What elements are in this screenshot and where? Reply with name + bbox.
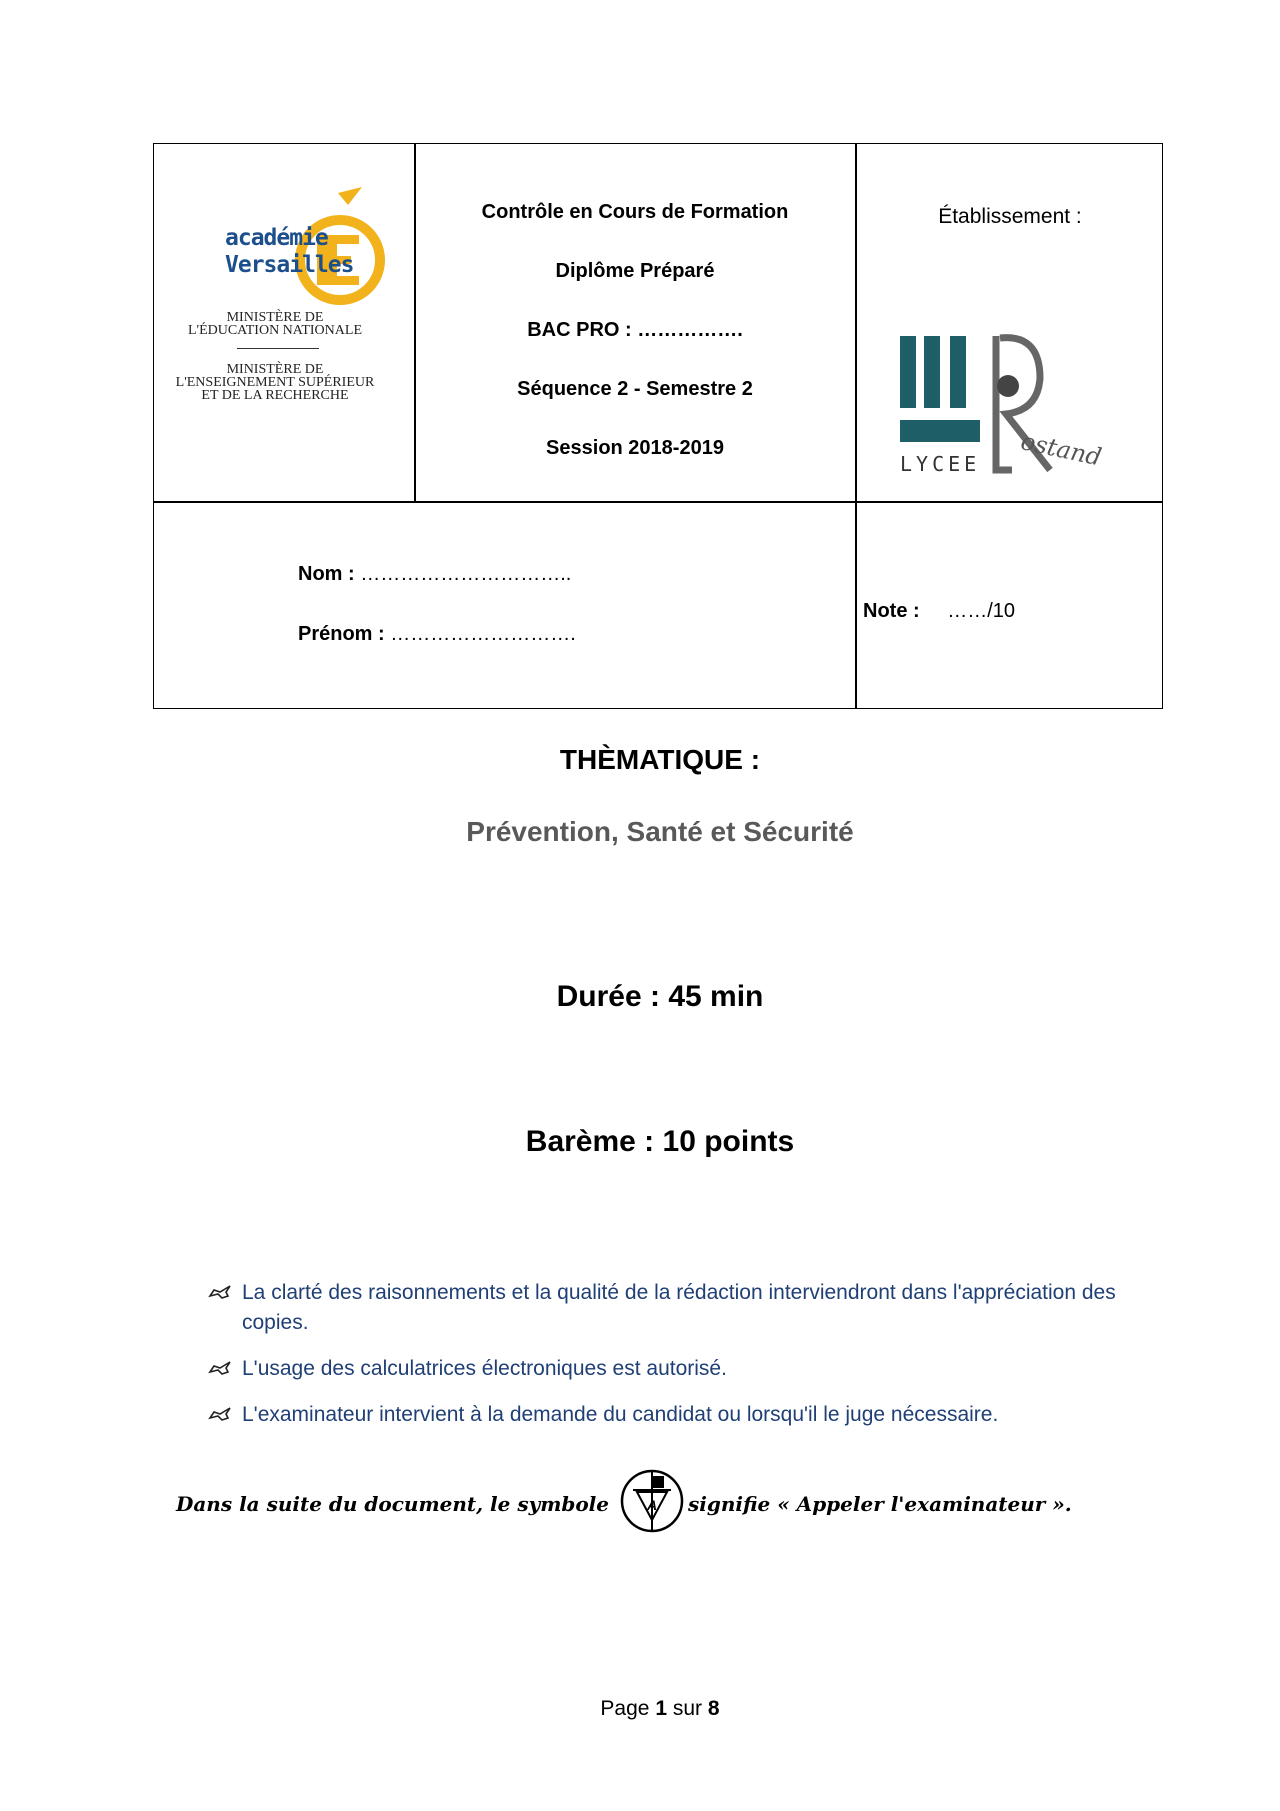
page-footer bbox=[0, 1697, 1280, 1721]
ministry-higher-line2: L'ENSEIGNEMENT SUPÉRIEUR bbox=[175, 375, 375, 390]
ministry-higher-line1: MINISTÈRE DE bbox=[226, 362, 324, 377]
writing-hand-icon bbox=[208, 1280, 232, 1304]
footer-total-pages: 8 bbox=[707, 1697, 720, 1720]
nom-field[interactable]: ………………………….. bbox=[360, 563, 572, 585]
academie-name-line2: Versailles bbox=[225, 252, 354, 278]
ministry-higher-education bbox=[165, 363, 385, 402]
footer-sur: sur bbox=[672, 1697, 703, 1720]
academie-versailles-logo bbox=[165, 185, 400, 415]
instruction-item bbox=[208, 1400, 1138, 1430]
grade-box bbox=[863, 600, 1015, 623]
note-label: Note : bbox=[863, 600, 920, 622]
instruction-text: L'usage des calculatrices électroniques est autorisé. bbox=[242, 1357, 727, 1380]
lycee-word: LYCEE bbox=[900, 452, 981, 476]
academie-name bbox=[225, 225, 353, 279]
diploma-label: Diplôme Préparé bbox=[555, 260, 715, 282]
scoring: Barème : 10 points bbox=[525, 1125, 795, 1158]
theme-title: THÈMATIQUE : bbox=[559, 744, 761, 775]
footer-current-page: 1 bbox=[655, 1697, 667, 1720]
nom-row[interactable] bbox=[298, 563, 576, 623]
exam-type: Contrôle en Cours de Formation bbox=[481, 201, 789, 223]
examiner-symbol-note bbox=[176, 1468, 1176, 1538]
academie-name-line1: académie bbox=[225, 225, 328, 251]
student-identity bbox=[298, 563, 576, 683]
session-year: Session 2018-2019 bbox=[546, 437, 724, 459]
writing-hand-icon bbox=[208, 1402, 232, 1426]
instruction-item bbox=[208, 1278, 1138, 1338]
lycee-rostand-logo bbox=[900, 330, 1135, 480]
symbol-letter: A bbox=[646, 1497, 658, 1513]
prenom-row[interactable] bbox=[298, 623, 576, 683]
ministry-separator bbox=[237, 348, 319, 349]
exam-info bbox=[415, 200, 855, 495]
writing-hand-icon bbox=[208, 1356, 232, 1380]
prenom-label: Prénom : bbox=[298, 623, 385, 645]
prenom-field[interactable]: ………………………. bbox=[390, 623, 576, 645]
rostand-script: ostand bbox=[1018, 427, 1104, 472]
sequence-semester: Séquence 2 - Semestre 2 bbox=[517, 378, 753, 400]
nom-label: Nom : bbox=[298, 563, 355, 585]
instruction-item bbox=[208, 1354, 1138, 1384]
note-value[interactable]: ……/10 bbox=[947, 600, 1016, 622]
instructions-list bbox=[208, 1278, 1138, 1446]
etablissement-label: Établissement : bbox=[938, 205, 1082, 228]
ministry-education-line1: MINISTÈRE DE bbox=[226, 310, 324, 325]
call-examiner-icon bbox=[619, 1468, 685, 1534]
instruction-text: La clarté des raisonnements et la qualité de la rédaction interviendront dans l'appréciation des copies. bbox=[242, 1281, 1116, 1334]
table-divider bbox=[153, 501, 1163, 503]
footer-page-word: Page bbox=[600, 1697, 650, 1720]
duration: Durée : 45 min bbox=[556, 980, 764, 1013]
symbol-note-before: Dans la suite du document, le symbole bbox=[176, 1492, 610, 1516]
symbol-note-after: signifie « Appeler l'examinateur ». bbox=[688, 1492, 1072, 1516]
bac-pro-field: BAC PRO : ……………. bbox=[527, 319, 743, 341]
ministry-education-line2: L'ÉDUCATION NATIONALE bbox=[188, 323, 362, 338]
table-divider bbox=[855, 143, 857, 709]
theme-subtitle: Prévention, Santé et Sécurité bbox=[466, 816, 854, 847]
ministry-higher-line3: ET DE LA RECHERCHE bbox=[201, 388, 349, 403]
lycee-logo-graphic bbox=[900, 330, 1135, 480]
ministry-education bbox=[165, 311, 385, 337]
instruction-text: L'examinateur intervient à la demande du candidat ou lorsqu'il le juge nécessaire. bbox=[242, 1403, 999, 1426]
